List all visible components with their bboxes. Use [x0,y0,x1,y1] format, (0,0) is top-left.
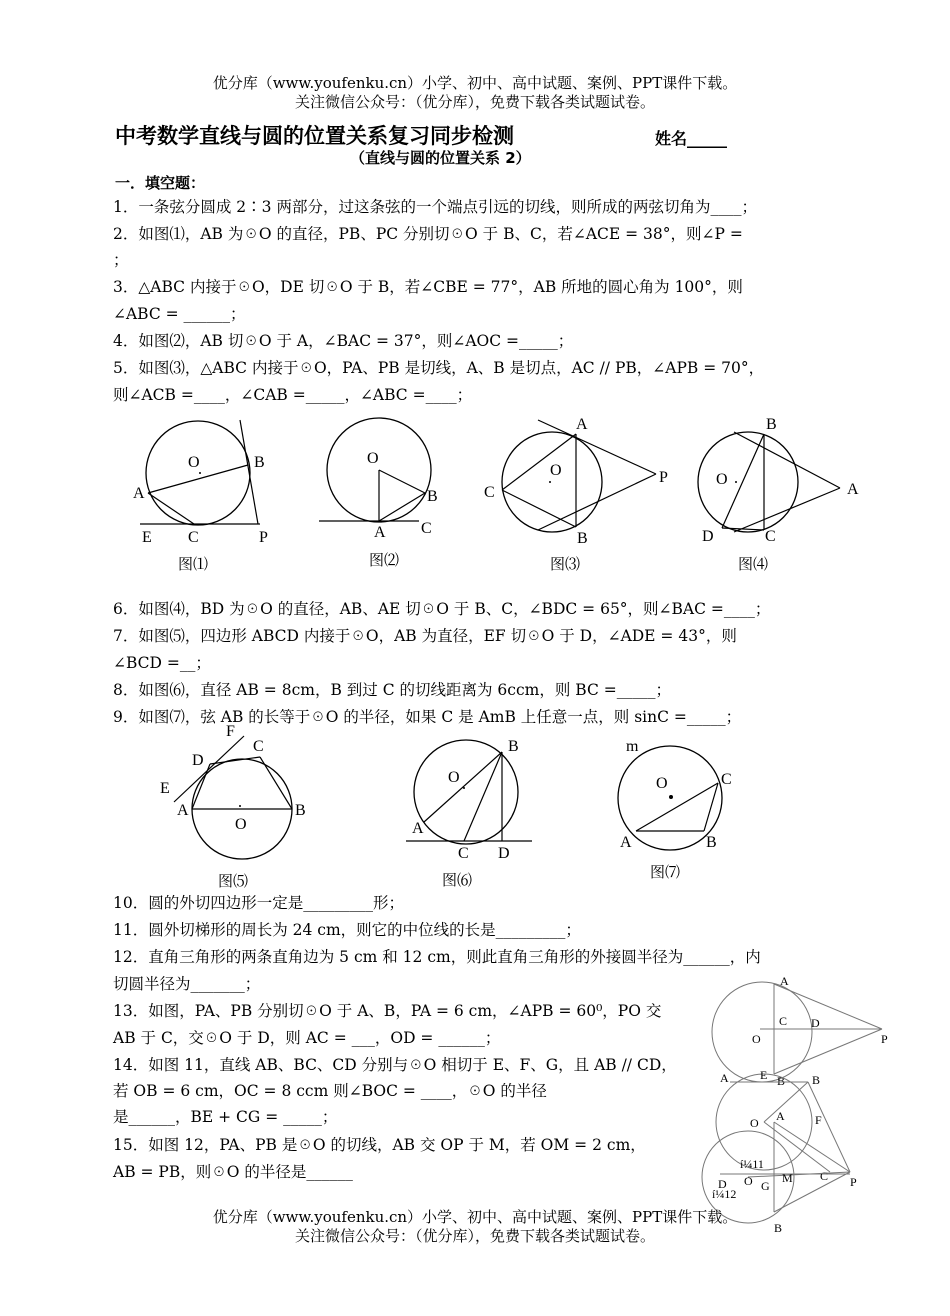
question-5-line-1: 5．如图⑶，△ABC 内接于☉O，PA、PB 是切线，A、B 是切点，AC // PB，∠APB = 70°， [113,359,765,377]
figure-11-caption: í¼11 [740,1157,764,1171]
figure-3 [480,412,680,577]
label-a: A [776,1109,785,1123]
figure-4-caption: 图⑷ [738,557,769,573]
question-15-line-1: 15．如图 12，PA、PB 是☉O 的切线，AB 交 OP 于 M，若 OM = 2 cm， [113,1136,646,1154]
figure-13 [712,982,882,1082]
label-c: C [484,484,495,501]
label-a: A [177,802,189,819]
label-o: O [188,454,200,471]
page-title: 中考数学直线与圆的位置关系复习同步检测 [115,124,514,148]
figure-7-caption: 图⑺ [650,865,681,881]
label-p: P [659,469,668,486]
label-a: A [374,524,386,541]
figure-4 [690,412,870,577]
figure-6 [400,730,550,890]
label-d: D [718,1177,727,1191]
label-d: D [498,845,510,862]
label-a: A [720,1071,729,1085]
label-d: D [192,752,204,769]
label-b: B [254,454,265,471]
question-13-line-2: AB 于 C，交☉O 于 D，则 AC = ___，OD = ______； [113,1029,501,1047]
label-c: C [458,845,469,862]
label-b: B [766,416,777,433]
figure-5 [150,722,320,892]
figure-1-caption: 图⑴ [178,557,209,573]
label-f: F [226,723,235,740]
question-12-line-2: 切圆半径为_______； [113,975,261,993]
label-b: B [706,834,717,851]
label-c: C [188,529,199,546]
label-o: O [750,1116,759,1130]
label-a: A [412,820,424,837]
label-o: O [235,816,247,833]
footer-line-2: 关注微信公众号：（优分库），免费下载各类试题试卷。 [294,1227,655,1245]
label-m: m [626,738,639,755]
label-e: E [142,529,152,546]
figure-12-caption: í¼12 [712,1187,737,1201]
label-c: C [253,738,264,755]
question-13-line-1: 13．如图，PA、PB 分别切☉O 于 A、B，PA = 6 cm，∠APB = 60⁰，PO 交 [113,1002,662,1020]
question-7-line-1: 7．如图⑸，四边形 ABCD 内接于☉O，AB 为直径，EF 切☉O 于 D，∠ADE = 43°，则 [113,627,737,645]
label-d: D [702,528,714,545]
label-o: O [716,471,728,488]
label-a: A [133,485,145,502]
question-14-line-3: 是______，BE + CG = _____； [113,1108,338,1126]
label-c: C [421,520,432,537]
label-o: O [367,450,379,467]
label-o: O [656,775,668,792]
label-a: A [576,416,588,433]
question-11: 11．圆外切梯形的周长为 24 cm，则它的中位线的长是_________； [113,921,581,939]
label-f: F [815,1113,822,1127]
label-p: P [881,1032,888,1046]
header-line-2: 关注微信公众号：（优分库），免费下载各类试题试卷。 [294,93,655,111]
question-3-line-1: 3．△ABC 内接于☉O，DE 切☉O 于 B，若∠CBE = 77°，AB 所地的圆心角为 100°，则 [113,278,743,296]
question-15-line-2: AB = PB，则☉O 的半径是______ [113,1163,353,1181]
label-o: O [744,1174,753,1188]
footer-line-1: 优分库（www.youfenku.cn）小学、初中、高中试题、案例、PPT课件下载。 [212,1208,738,1226]
figure-3-caption: 图⑶ [550,557,581,573]
label-a: A [847,481,859,498]
section-heading: 一．填空题： [115,174,206,192]
label-a: A [620,834,632,851]
question-4: 4．如图⑵，AB 切☉O 于 A，∠BAC = 37°，则∠AOC =_____； [113,332,574,350]
label-g: G [761,1179,770,1193]
figure-2 [315,415,445,575]
figures-13-11-12 [700,972,910,1232]
label-b: B [295,802,306,819]
question-14-line-1: 14．如图 11，直线 AB、BC、CD 分别与☉O 相切于 E、F、G，且 AB // CD， [113,1056,677,1074]
question-3-line-2: ∠ABC = ______； [113,305,246,323]
label-c: C [765,528,776,545]
figure-5-caption: 图⑸ [218,874,249,890]
question-14-line-2: 若 OB = 6 cm，OC = 8 ccm 则∠BOC = ____，☉O 的半径 [113,1082,547,1100]
label-c: C [779,1014,788,1028]
label-e: E [160,780,170,797]
figure-1 [130,415,280,580]
label-o: O [550,462,562,479]
label-p: P [259,529,268,546]
label-e: E [760,1068,768,1082]
question-9: 9．如图⑺，弦 AB 的长等于☉O 的半径，如果 C 是 AmB 上任意一点，则 sinC =_____； [113,708,742,726]
figure-6-caption: 图⑹ [442,873,473,889]
label-m: M [782,1171,793,1185]
label-p: P [850,1175,857,1189]
figure-2-caption: 图⑵ [369,553,400,569]
question-12-line-1: 12．直角三角形的两条直角边为 5 cm 和 12 cm，则此直角三角形的外接圆半径为______，内 [113,948,761,966]
label-b: B [774,1221,783,1232]
page-subtitle: （直线与圆的位置关系 2） [350,149,531,167]
label-o: O [752,1032,761,1046]
label-c: C [820,1169,829,1183]
question-1: 1．一条弦分圆成 2∶3 两部分，过这条弦的一个端点引远的切线，则所成的两弦切角为____； [113,198,757,216]
label-b: B [427,488,438,505]
label-b: B [508,738,519,755]
question-2-line-1: 2．如图⑴，AB 为☉O 的直径，PB、PC 分别切☉O 于 B、C，若∠ACE = 38°，则∠P = [113,225,743,243]
question-8: 8．如图⑹，直径 AB = 8cm，B 到过 C 的切线距离为 6ccm，则 BC =_____； [113,681,671,699]
label-b: B [812,1073,821,1087]
header-line-1: 优分库（www.youfenku.cn）小学、初中、高中试题、案例、PPT课件下载。 [212,74,738,92]
question-10: 10．圆的外切四边形一定是_________形； [113,894,404,912]
name-field-label: 姓名_____ [655,129,728,148]
label-a: A [780,974,789,988]
question-7-line-2: ∠BCD =__； [113,654,211,672]
label-d: D [811,1016,820,1030]
question-5-line-2: 则∠ACB =____，∠CAB =_____，∠ABC =____； [113,386,473,404]
question-6: 6．如图⑷，BD 为☉O 的直径，AB、AE 切☉O 于 B、C，∠BDC = 65°，则∠BAC =____； [113,600,771,618]
label-b: B [777,1074,786,1088]
label-o: O [448,769,460,786]
figure-7 [610,735,750,885]
question-2-line-2: ； [113,251,129,269]
label-c: C [721,771,732,788]
label-b: B [577,530,588,547]
